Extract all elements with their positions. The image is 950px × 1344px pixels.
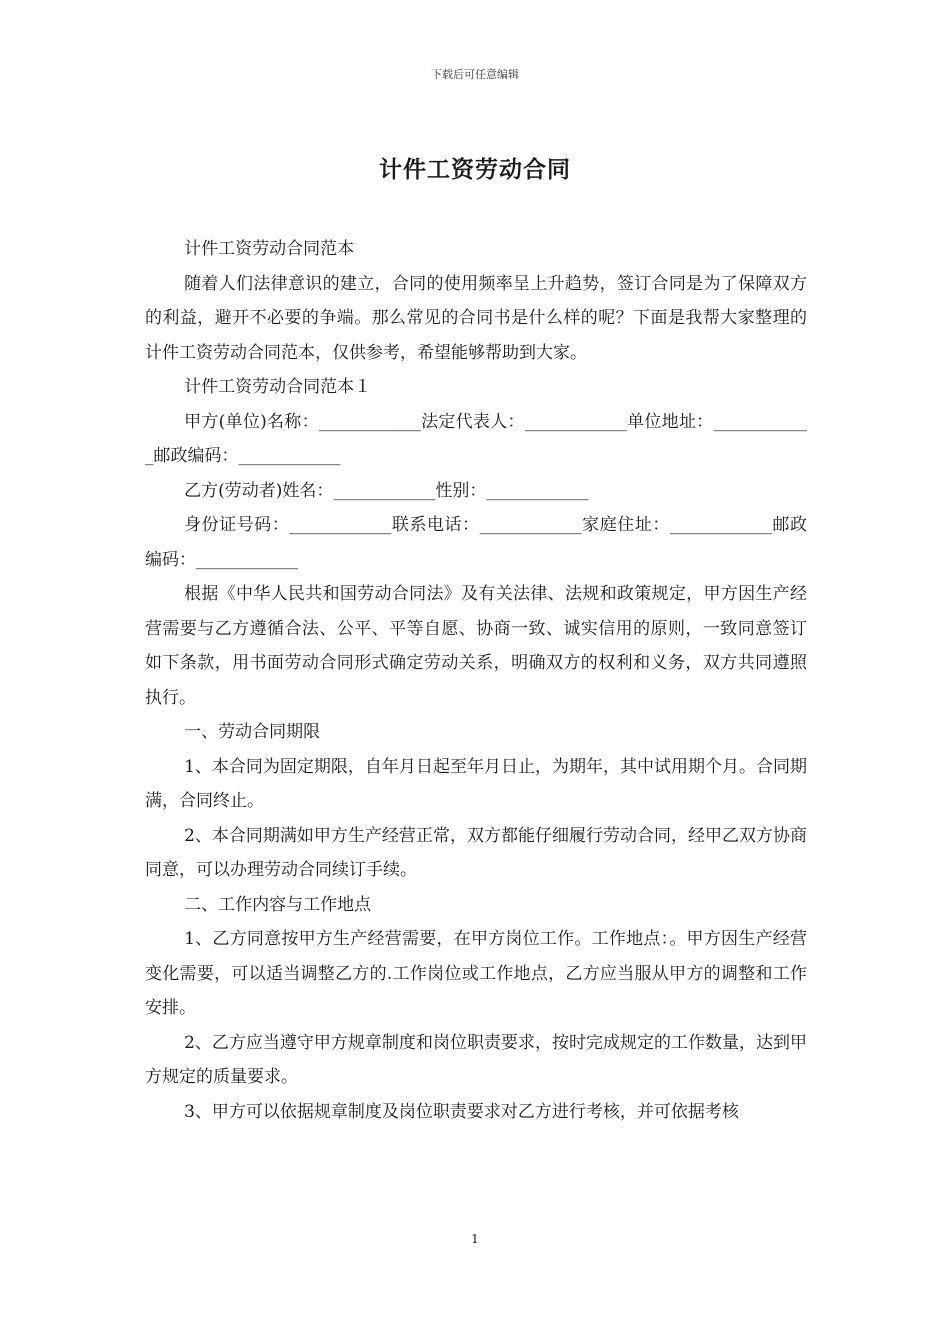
legal-basis-paragraph: 根据《中华人民共和国劳动合同法》及有关法律、法规和政策规定，甲方因生产经营需要与乙方遵循合法、公平、平等自愿、协商一致、诚实信用的原则，一致同意签订如下条款，用书面劳动合同形式确定劳动关系，明确双方的权利和义务，双方共同遵照执行。	[145, 584, 807, 708]
section-heading: 二、工作内容与工作地点	[184, 894, 372, 915]
clause-paragraph: 2、乙方应当遵守甲方规章制度和岗位职责要求，按时完成规定的工作数量，达到甲方规定的质量要求。	[145, 1032, 807, 1087]
clause-paragraph: 1、本合同为固定期限，自年月日起至年月日止，为期年，其中试用期个月。合同期满，合同终止。	[145, 756, 807, 811]
document-title: 计件工资劳动合同	[379, 156, 571, 183]
clause-paragraph: 2、本合同期满如甲方生产经营正常，双方都能仔细履行劳动合同，经甲乙双方协商同意，可以办理劳动合同续订手续。	[145, 825, 807, 880]
section-heading: 计件工资劳动合同范本	[184, 239, 355, 259]
page-number: 1	[471, 1232, 479, 1246]
section-heading: 一、劳动合同期限	[184, 722, 321, 742]
intro-paragraph: 随着人们法律意识的建立，合同的使用频率呈上升趋势，签订合同是为了保障双方的利益，避开不必要的争端。那么常见的合同书是什么样的呢？下面是我帮大家整理的计件工资劳动合同范本，仅供参考，希望能够帮助到大家。	[145, 273, 807, 363]
page-header-note: 下载后可任意编辑	[431, 68, 519, 81]
section-heading: 计件工资劳动合同范本１	[184, 377, 372, 397]
clause-paragraph: 1、乙方同意按甲方生产经营需要，在甲方岗位工作。工作地点：。甲方因生产经营变化需要，可以适当调整乙方的.工作岗位或工作地点，乙方应当服从甲方的调整和工作安排。	[145, 929, 807, 1018]
party-b-id-fields: 身份证号码：____________联系电话：____________家庭住址：____________邮政编码：____________	[145, 515, 807, 570]
party-a-fields: 甲方(单位)名称：____________法定代表人：____________单位地址：____________邮政编码：____________	[145, 411, 807, 466]
clause-paragraph: 3、甲方可以依据规章制度及岗位职责要求对乙方进行考核，并可依据考核	[184, 1101, 739, 1122]
party-b-fields: 乙方(劳动者)姓名：____________性别：____________	[184, 480, 589, 501]
document-body	[145, 232, 807, 1129]
